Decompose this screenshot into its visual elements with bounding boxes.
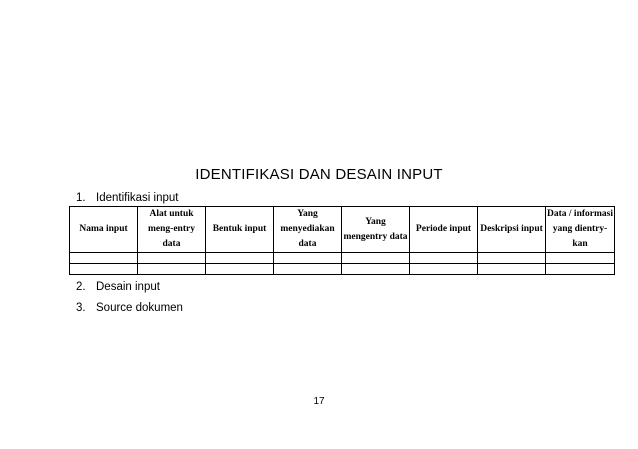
table-cell (546, 253, 615, 264)
section-source-dokumen (76, 302, 183, 314)
table-cell (206, 264, 274, 275)
page-title: IDENTIFIKASI DAN DESAIN INPUT (195, 166, 443, 183)
table-cell (410, 264, 478, 275)
table-cell (70, 253, 138, 264)
table-cell (206, 253, 274, 264)
table-cell (138, 264, 206, 275)
table-cell (546, 264, 615, 275)
table-cell (274, 253, 342, 264)
section-desain-input (76, 281, 160, 293)
identifikasi-input-table (69, 206, 615, 275)
section-number: 3. (76, 302, 86, 314)
table-cell (274, 264, 342, 275)
section-label: Desain input (96, 281, 160, 293)
header-deskripsi-input: Deskripsi input (478, 207, 546, 253)
header-data-informasi: Data / informasi yang dientry-kan (546, 207, 615, 253)
header-yang-mengentry-data: Yang mengentry data (342, 207, 410, 253)
table-row (70, 253, 615, 264)
header-bentuk-input: Bentuk input (206, 207, 274, 253)
header-periode-input: Periode input (410, 207, 478, 253)
table-cell (70, 264, 138, 275)
table-cell (138, 253, 206, 264)
table-row (70, 264, 615, 275)
section-label: Source dokumen (96, 302, 183, 314)
table-header-row (70, 207, 615, 253)
header-alat-untuk-meng-entry-data: Alat untuk meng-entry data (138, 207, 206, 253)
header-yang-menyediakan-data: Yang menyediakan data (274, 207, 342, 253)
section-label: Identifikasi input (96, 192, 179, 204)
table-cell (478, 264, 546, 275)
table-cell (342, 264, 410, 275)
page-number: 17 (313, 396, 325, 407)
header-nama-input: Nama input (70, 207, 138, 253)
section-identifikasi-input (76, 192, 178, 204)
table-cell (410, 253, 478, 264)
section-number: 1. (76, 192, 86, 204)
section-number: 2. (76, 281, 86, 293)
table-cell (342, 253, 410, 264)
table-cell (478, 253, 546, 264)
